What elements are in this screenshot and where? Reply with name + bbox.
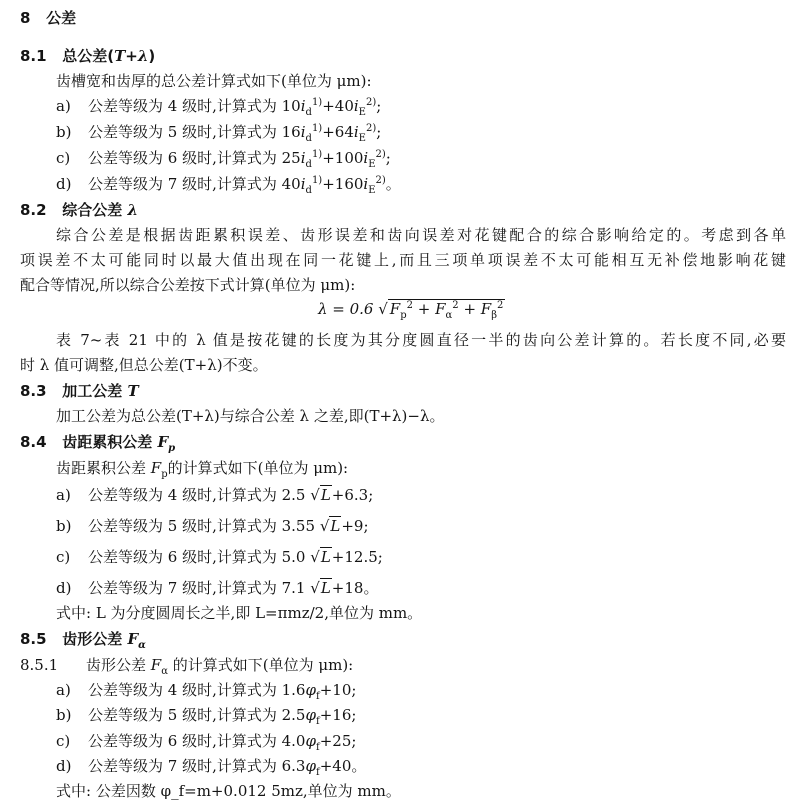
formula-coef: 1.6 (281, 681, 306, 699)
item-text: 公差等级为 7 级时,计算式为 (88, 757, 282, 775)
formula-sub: p (400, 310, 407, 321)
section-title-sub: p (168, 443, 176, 454)
list-item (56, 516, 369, 536)
formula-var: φ (305, 757, 316, 775)
section-8-5-1-intro (20, 655, 353, 675)
formula-lambda (318, 298, 505, 320)
formula-tail: +40。 (319, 757, 367, 775)
formula-sub: E (368, 185, 376, 196)
item-text: 公差等级为 4 级时,计算式为 (88, 681, 282, 699)
section-8-1-intro: 齿槽宽和齿厚的总公差计算式如下(单位为 μm): (56, 72, 372, 90)
list-item (56, 148, 391, 168)
formula-var: F (150, 459, 162, 477)
list-marker: d) (56, 579, 72, 597)
formula-var: i (363, 149, 369, 167)
formula-tail: +12.5; (331, 548, 383, 566)
formula-sub: f (316, 767, 320, 778)
formula-op: + (413, 300, 436, 318)
footnote-ref: 2) (375, 149, 386, 160)
formula-var: φ (305, 681, 316, 699)
formula-var: F (435, 300, 446, 318)
footnote-ref: 1) (311, 175, 323, 186)
list-marker: a) (56, 681, 71, 699)
paragraph-line: 综合公差是根据齿距累积误差、齿形误差和齿向误差对花键配合的综合影响给定的。考虑到各单 (56, 226, 786, 244)
section-title: 齿距累积公差 (62, 433, 158, 451)
list-marker: b) (56, 123, 72, 141)
section-title-symbol: T (127, 382, 139, 400)
formula-var: i (300, 175, 306, 193)
formula-coef1: 10 (281, 97, 301, 115)
paragraph-line: 项误差不太可能同时以最大值出现在同一花键上,而且三项单项误差不太可能相互无补偿地影响花键 (20, 251, 786, 269)
formula-coef2: +64 (322, 123, 354, 141)
list-marker: d) (56, 175, 72, 193)
formula-var: i (300, 97, 306, 115)
formula-var: φ (305, 706, 316, 724)
formula-coef: 2.5 (281, 486, 306, 504)
section-title-symbol: F (157, 433, 169, 451)
formula-note: 式中: L 为分度圆周长之半,即 L=πmz/2,单位为 mm。 (56, 604, 423, 622)
formula-coef: 2.5 (281, 706, 306, 724)
formula-var: i (363, 175, 369, 193)
item-text: 公差等级为 6 级时,计算式为 (88, 149, 282, 167)
intro-text: 齿形公差 (86, 656, 151, 674)
section-number: 8.4 (20, 433, 47, 451)
footnote-ref: 1) (311, 149, 323, 160)
list-item (56, 705, 356, 725)
formula-tail: +16; (319, 706, 357, 724)
item-text: 公差等级为 6 级时,计算式为 (88, 548, 282, 566)
formula-coef: 6.3 (281, 757, 306, 775)
formula-coef2: +100 (322, 149, 364, 167)
list-item (56, 680, 356, 700)
formula-coef2: +160 (322, 175, 364, 193)
formula-var: φ (305, 732, 316, 750)
formula-tail: +18。 (331, 579, 379, 597)
section-title-sub: α (138, 640, 146, 651)
formula-var: F (480, 300, 492, 318)
footnote-ref: 1) (311, 97, 323, 108)
formula-coef: 5.0 (281, 548, 306, 566)
item-text: 公差等级为 5 级时,计算式为 (88, 706, 282, 724)
section-title: 齿形公差 (62, 630, 128, 648)
footnote-ref: 1) (311, 123, 323, 134)
list-marker: a) (56, 97, 71, 115)
formula-op: + (458, 300, 481, 318)
formula-sub: β (491, 310, 497, 321)
formula-sub: d (305, 107, 312, 118)
section-title-symbol: λ (127, 201, 139, 219)
paragraph-line: 配合等情况,所以综合公差按下式计算(单位为 μm): (20, 276, 356, 294)
item-text: 公差等级为 5 级时,计算式为 (88, 517, 282, 535)
formula-note: 式中: 公差因数 φ_f=m+0.012 5mz,单位为 mm。 (56, 782, 401, 800)
item-end: ; (385, 149, 391, 167)
sqrt-radicand: L (320, 579, 331, 597)
formula-var: i (300, 149, 306, 167)
formula-sub: f (316, 742, 320, 753)
formula-var: i (353, 97, 359, 115)
formula-sub: α (161, 666, 168, 677)
sqrt-sign: √ (319, 517, 330, 535)
formula-coef1: 40 (281, 175, 301, 193)
intro-text: 齿距累积公差 (56, 459, 151, 477)
sqrt-radicand: L (320, 548, 331, 566)
formula-sub: d (305, 159, 312, 170)
section-title-suffix: ) (148, 47, 156, 65)
section-number: 8.5.1 (20, 656, 59, 674)
formula-sub: p (161, 469, 168, 480)
item-end: ; (376, 97, 382, 115)
formula-sup: 2 (452, 300, 459, 311)
section-8-3-heading (20, 381, 139, 401)
formula-coef: 3.55 (281, 517, 316, 535)
section-8-heading (20, 8, 76, 28)
sqrt-radicand (388, 299, 506, 321)
footnote-ref: 2) (375, 175, 386, 186)
intro-text: 的计算式如下(单位为 μm): (167, 459, 349, 477)
paragraph-line: 时 λ 值可调整,但总公差(T+λ)不变。 (20, 356, 268, 374)
sqrt-sign: √ (310, 579, 320, 597)
list-marker: c) (56, 548, 71, 566)
formula-sub: f (316, 691, 320, 702)
section-8-5-heading (20, 629, 146, 649)
list-item (56, 578, 378, 598)
section-8-2-heading (20, 200, 138, 220)
section-title-symbol: F (127, 630, 139, 648)
list-item (56, 96, 381, 116)
sqrt-radicand: L (320, 486, 331, 504)
list-item (56, 122, 381, 142)
sqrt-sign: √ (310, 548, 320, 566)
formula-coef2: +40 (322, 97, 354, 115)
intro-text: 的计算式如下(单位为 μm): (167, 656, 354, 674)
formula-sub: d (305, 133, 312, 144)
section-8-1-heading (20, 46, 155, 66)
formula-sub: E (358, 133, 366, 144)
section-number: 8.3 (20, 382, 47, 400)
item-text: 公差等级为 7 级时,计算式为 (88, 579, 282, 597)
section-title: 公差 (46, 9, 77, 27)
item-end: ; (376, 123, 382, 141)
paragraph-line: 加工公差为总公差(T+λ)与综合公差 λ 之差,即(T+λ)−λ。 (56, 407, 445, 425)
list-item (56, 547, 383, 567)
footnote-ref: 2) (365, 97, 377, 108)
formula-var: i (300, 123, 306, 141)
formula-coef: 4.0 (281, 732, 306, 750)
formula-coef1: 25 (281, 149, 301, 167)
formula-sub: E (358, 107, 366, 118)
formula-sup: 2 (406, 300, 413, 311)
formula-coef1: 16 (281, 123, 301, 141)
footnote-ref: 2) (365, 123, 377, 134)
list-marker: d) (56, 757, 72, 775)
section-title: 综合公差 (62, 201, 128, 219)
section-number: 8.2 (20, 201, 47, 219)
formula-var: i (353, 123, 359, 141)
formula-var: F (150, 656, 162, 674)
formula-sup: 2 (496, 300, 504, 311)
formula-var: F (389, 300, 401, 318)
item-text: 公差等级为 4 级时,计算式为 (88, 486, 282, 504)
list-item (56, 756, 366, 776)
list-marker: c) (56, 149, 71, 167)
formula-tail: +9; (341, 517, 369, 535)
item-text: 公差等级为 7 级时,计算式为 (88, 175, 282, 193)
item-end: 。 (385, 175, 401, 193)
formula-sub: f (316, 716, 320, 727)
formula-lhs: λ = 0.6 (318, 300, 379, 318)
formula-tail: +10; (319, 681, 357, 699)
section-title-prefix: 总公差( (62, 47, 115, 65)
section-8-4-heading (20, 432, 175, 452)
item-text: 公差等级为 4 级时,计算式为 (88, 97, 282, 115)
sqrt-radicand: L (330, 517, 341, 535)
sqrt-sign: √ (310, 486, 320, 504)
list-item (56, 485, 373, 505)
section-title-symbol: T+λ (114, 47, 149, 65)
paragraph-line: 表 7~表 21 中的 λ 值是按花键的长度为其分度圆直径一半的齿向公差计算的。若长度不同,必要 (56, 331, 786, 349)
section-number: 8.1 (20, 47, 47, 65)
list-marker: b) (56, 517, 72, 535)
list-item (56, 174, 401, 194)
formula-sub: d (305, 185, 312, 196)
formula-tail: +6.3; (331, 486, 374, 504)
list-item (56, 731, 356, 751)
list-marker: a) (56, 486, 71, 504)
item-text: 公差等级为 5 级时,计算式为 (88, 123, 282, 141)
list-marker: b) (56, 706, 72, 724)
formula-coef: 7.1 (281, 579, 306, 597)
section-number: 8.5 (20, 630, 47, 648)
item-text: 公差等级为 6 级时,计算式为 (88, 732, 282, 750)
section-8-4-intro (56, 458, 348, 478)
sqrt-sign: √ (378, 300, 388, 318)
formula-tail: +25; (319, 732, 357, 750)
list-marker: c) (56, 732, 71, 750)
section-number: 8 (20, 9, 31, 27)
formula-sub: E (368, 159, 376, 170)
formula-sub: α (445, 310, 453, 321)
section-title: 加工公差 (62, 382, 128, 400)
